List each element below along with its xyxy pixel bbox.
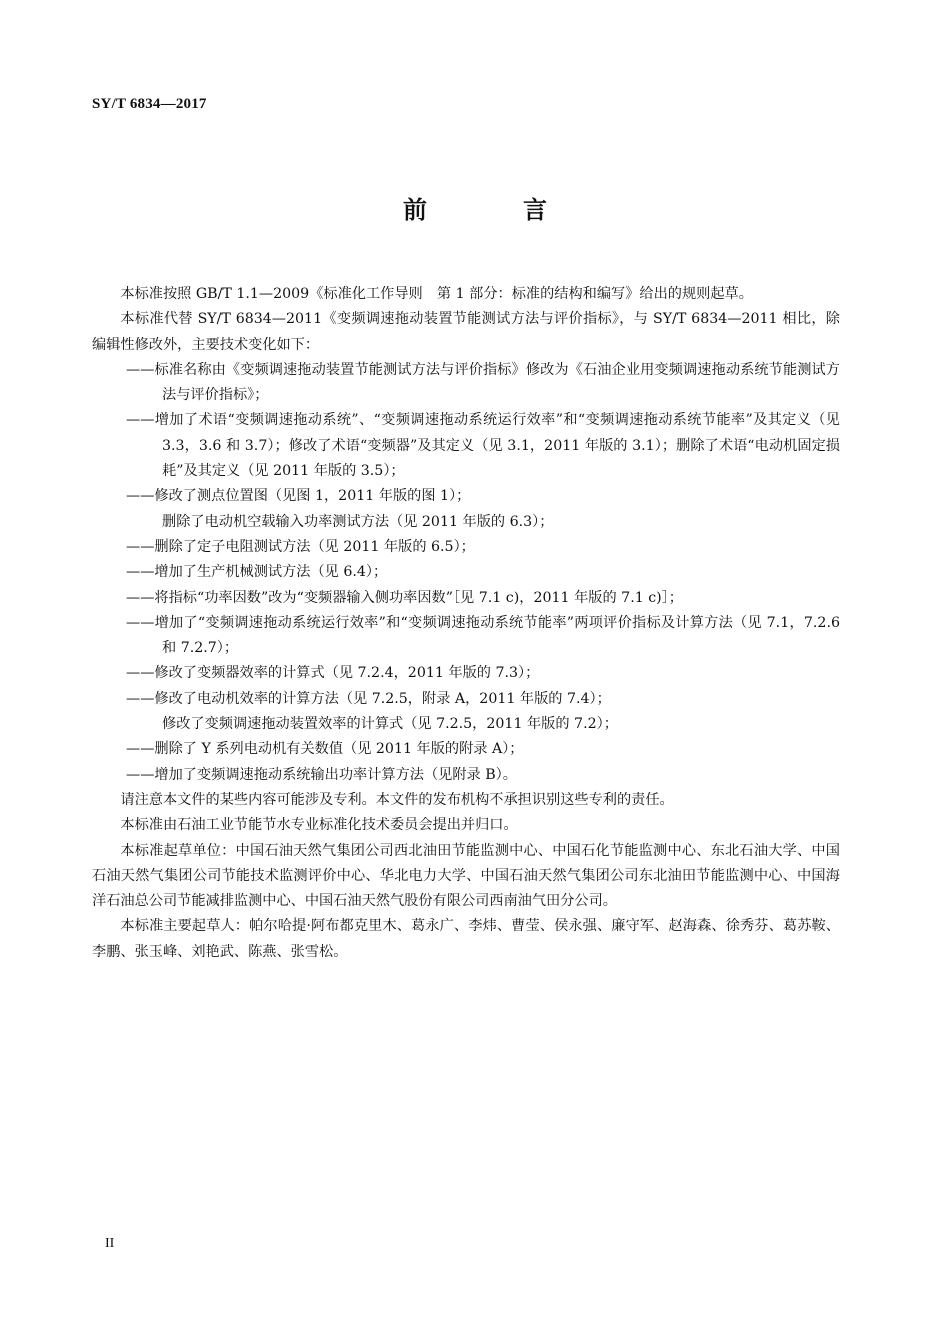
change-text: 修改了电动机效率的计算方法（见 7.2.5，附录 A，2011 年版的 7.4）；	[154, 690, 611, 707]
change-text: 删除了 Y 系列电动机有关数值（见 2011 年版的附录 A）；	[154, 741, 524, 758]
dash-marker: ——	[126, 361, 155, 378]
change-text: 标准名称由《变频调速拖动装置节能测试方法与评价指标》修改为《石油企业用变频调速拖动系统节能测试方法与评价指标》；	[154, 361, 840, 404]
page-number: II	[105, 1236, 115, 1251]
change-text: 修改了变频调速拖动装置效率的计算式（见 7.2.5，2011 年版的 7.2）；	[162, 716, 618, 733]
change-item	[92, 408, 840, 484]
change-item	[92, 712, 840, 737]
change-item	[92, 484, 840, 509]
proposing-committee: 本标准由石油工业节能节水专业标准化技术委员会提出并归口。	[120, 817, 518, 834]
foreword-body	[92, 282, 840, 965]
change-item	[92, 611, 840, 662]
dash-marker: ——	[126, 564, 155, 581]
drafting-units: 本标准起草单位：中国石油天然气集团公司西北油田节能监测中心、中国石化节能监测中心、东北石油大学、中国石油天然气集团公司节能技术监测评价中心、华北电力大学、中国石油天然气集团公司东北油田节能监测中心、中国海洋石油总公司节能减排监测中心、中国石油天然气股份有限公司西南油气田分公司。	[92, 842, 840, 910]
change-text: 删除了电动机空载输入功率测试方法（见 2011 年版的 6.3）；	[162, 513, 554, 530]
patent-notice: 请注意本文件的某些内容可能涉及专利。本文件的发布机构不承担识别这些专利的责任。	[120, 791, 674, 808]
dash-marker: ——	[126, 589, 155, 606]
change-text: 将指标“功率因数”改为“变频器输入侧功率因数”［见 7.1 c)，2011 年版的 7.1 c)］；	[154, 589, 683, 606]
change-item	[92, 661, 840, 686]
dash-marker: ——	[126, 412, 155, 429]
dash-marker: ——	[126, 690, 155, 707]
dash-marker: ——	[126, 488, 155, 505]
change-item	[92, 358, 840, 409]
change-text: 增加了术语“变频调速拖动系统”、“变频调速拖动系统运行效率”和“变频调速拖动系统节能率”及其定义（见 3.3，3.6 和 3.7）；修改了术语“变频器”及其定义（见 3.1，2011 年版的 3.1）；删除了术语“电动机固定损耗”及其定义（见 2011 年版的 3.5）；	[154, 412, 840, 480]
dash-marker: ——	[126, 614, 155, 631]
change-list	[92, 358, 840, 788]
dash-marker: ——	[126, 538, 155, 555]
dash-marker: ——	[126, 665, 155, 682]
change-item	[92, 510, 840, 535]
change-item	[92, 763, 840, 788]
dash-marker: ——	[126, 741, 155, 758]
change-text: 增加了生产机械测试方法（见 6.4）；	[154, 564, 388, 581]
change-text: 增加了“变频调速拖动系统运行效率”和“变频调速拖动系统节能率”两项评价指标及计算方法（见 7.1，7.2.6 和 7.2.7）；	[154, 614, 840, 657]
change-item	[92, 535, 840, 560]
change-text: 增加了变频调速拖动系统输出功率计算方法（见附录 B）。	[154, 766, 517, 783]
change-text: 修改了变频器效率的计算式（见 7.2.4，2011 年版的 7.3）；	[154, 665, 540, 682]
change-item	[92, 737, 840, 762]
change-item	[92, 560, 840, 585]
change-text: 删除了定子电阻测试方法（见 2011 年版的 6.5）；	[154, 538, 475, 555]
foreword-paragraph: 本标准按照 GB/T 1.1—2009《标准化工作导则 第 1 部分：标准的结构和编写》给出的规则起草。	[120, 286, 753, 302]
change-item	[92, 687, 840, 712]
change-text: 修改了测点位置图（见图 1，2011 年版的图 1）；	[154, 488, 471, 505]
dash-marker: ——	[126, 766, 155, 783]
standard-code-header: SY/T 6834—2017	[92, 96, 207, 112]
page-title: 前 言	[403, 196, 583, 224]
main-drafters: 本标准主要起草人：帕尔哈提·阿布都克里木、葛永广、李炜、曹莹、侯永强、廉守军、赵海森、徐秀芬、葛苏鞍、李鹏、张玉峰、刘艳武、陈燕、张雪松。	[92, 918, 840, 960]
change-item	[92, 586, 840, 611]
foreword-paragraph: 本标准代替 SY/T 6834—2011《变频调速拖动装置节能测试方法与评价指标》，与 SY/T 6834—2011 相比，除编辑性修改外，主要技术变化如下：	[92, 311, 840, 353]
